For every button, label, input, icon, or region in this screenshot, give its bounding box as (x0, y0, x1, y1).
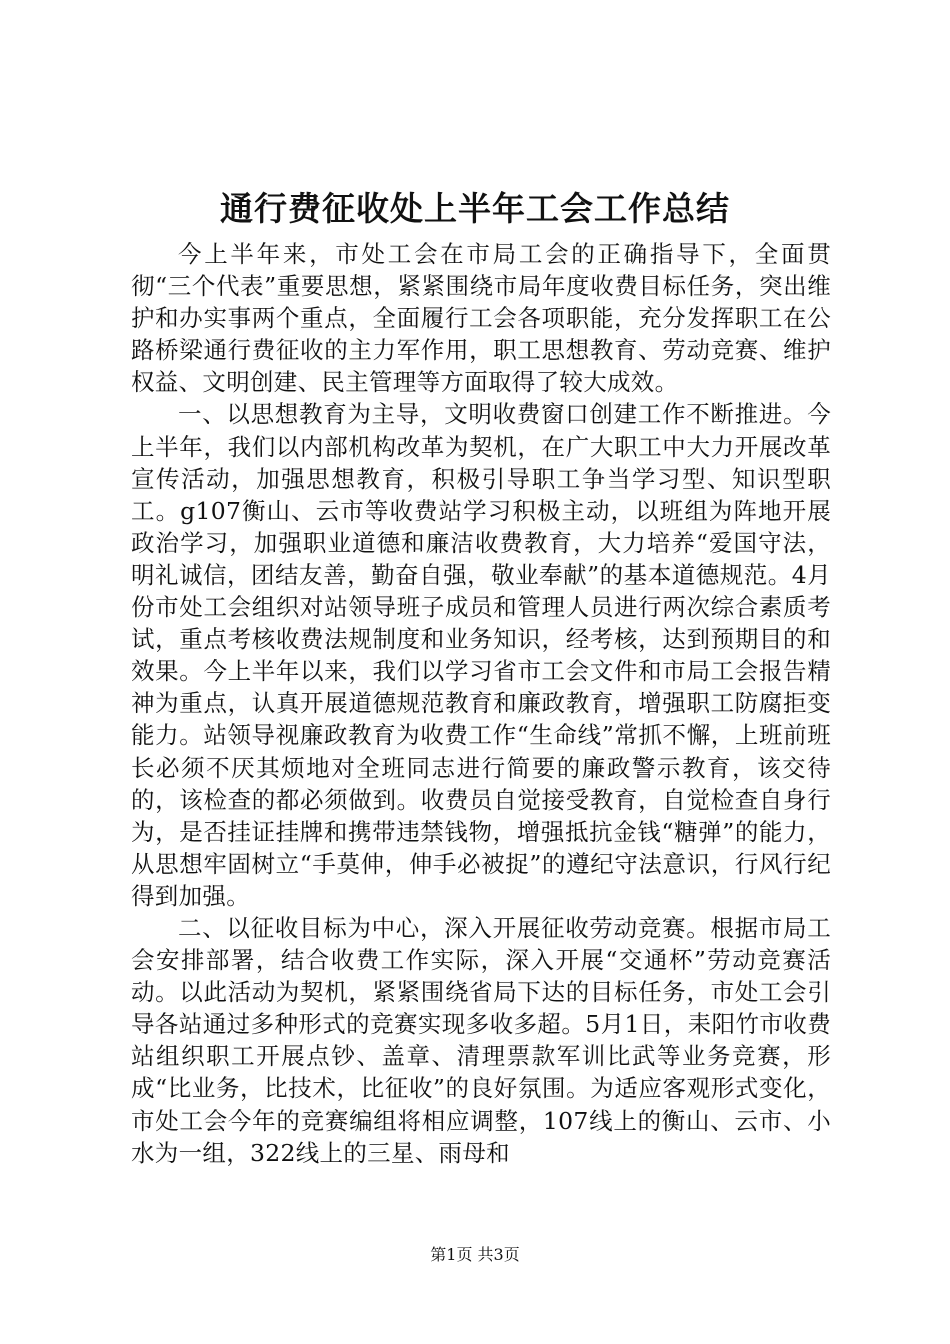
document-title: 通行费征收处上半年工会工作总结 (220, 189, 730, 228)
document-body (131, 238, 831, 1169)
paragraph-section-one: 一、以思想教育为主导，文明收费窗口创建工作不断推进。今上半年，我们以内部机构改革为契机，在广大职工中大力开展改革宣传活动，加强思想教育，积极引导职工争当学习型、知识型职工。g107衡山、云市等收费站学习积极主动，以班组为阵地开展政治学习，加强职业道德和廉洁收费教育，大力培养“爱国守法，明礼诚信，团结友善，勤奋自强，敬业奉献”的基本道德规范。4月份市处工会组织对站领导班子成员和管理人员进行两次综合素质考试，重点考核收费法规制度和业务知识，经考核，达到预期目的和效果。今上半年以来，我们以学习省市工会文件和市局工会报告精神为重点，认真开展道德规范教育和廉政教育，增强职工防腐拒变能力。站领导视廉政教育为收费工作“生命线”常抓不懈，上班前班长必须不厌其烦地对全班同志进行简要的廉政警示教育，该交待的，该检查的都必须做到。收费员自觉接受教育，自觉检查自身行为，是否挂证挂牌和携带违禁钱物，增强抵抗金钱“糖弹”的能力，从思想牢固树立“手莫伸，伸手必被捉”的遵纪守法意识，行风行纪得到加强。 (131, 400, 831, 910)
paragraph-section-two: 二、以征收目标为中心，深入开展征收劳动竞赛。根据市局工会安排部署，结合收费工作实际，深入开展“交通杯”劳动竞赛活动。以此活动为契机，紧紧围绕省局下达的目标任务，市处工会引导各站通过多种形式的竞赛实现多收多超。5月1日，耒阳竹市收费站组织职工开展点钞、盖章、清理票款军训比武等业务竞赛，形成“比业务，比技术，比征收”的良好氛围。为适应客观形式变化，市处工会今年的竞赛编组将相应调整，107线上的衡山、云市、小水为一组，322线上的三星、雨母和 (131, 913, 831, 1167)
page-footer: 第1页 共3页 (430, 1245, 520, 1264)
paragraph-intro: 今上半年来，市处工会在市局工会的正确指导下，全面贯彻“三个代表”重要思想，紧紧围绕市局年度收费目标任务，突出维护和办实事两个重点，全面履行工会各项职能，充分发挥职工在公路桥梁通行费征收的主力军作用，职工思想教育、劳动竞赛、维护权益、文明创建、民主管理等方面取得了较大成效。 (131, 240, 831, 397)
